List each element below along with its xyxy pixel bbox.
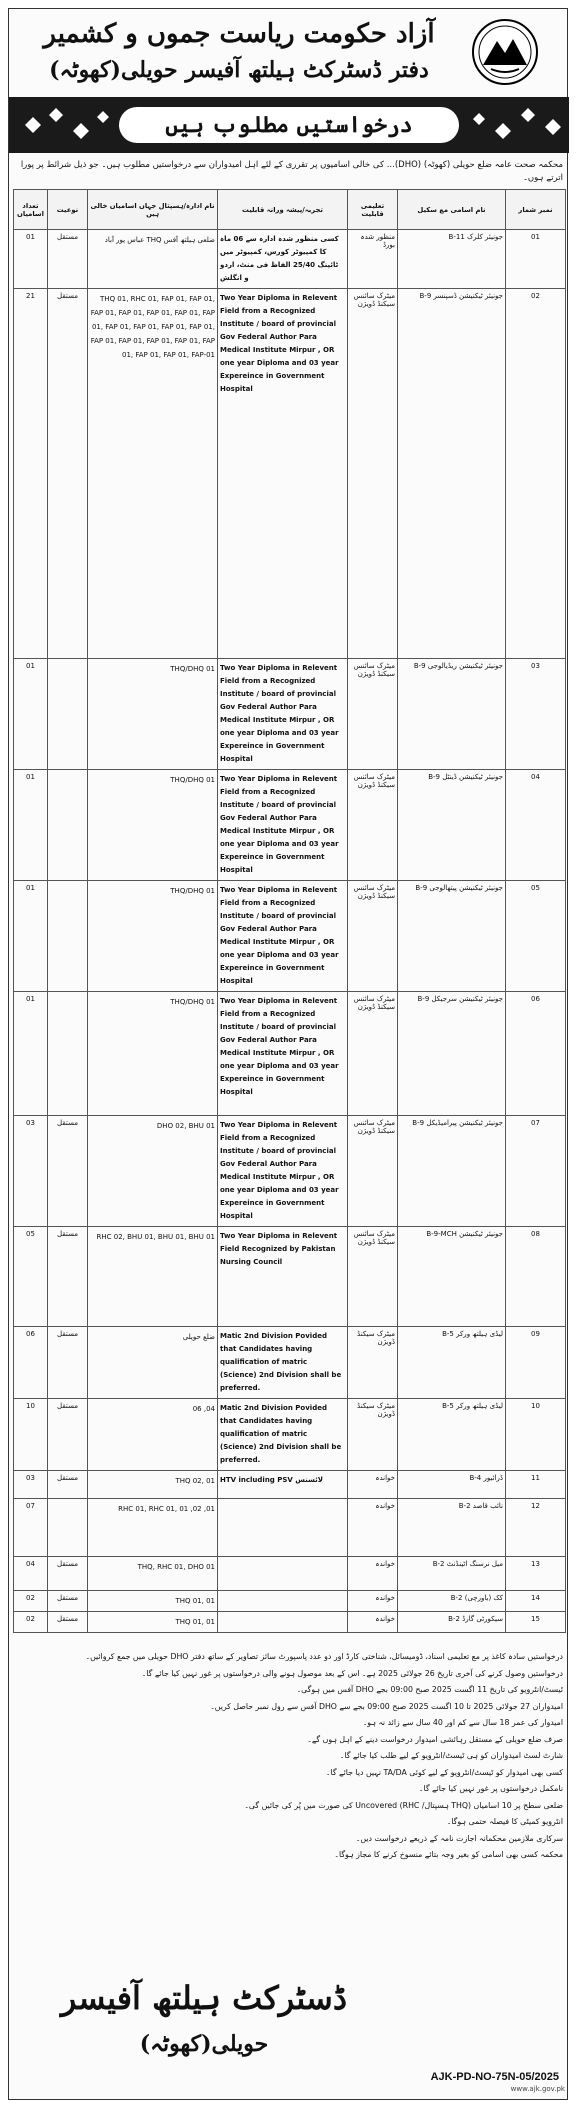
cell-post: نائب قاصد B-2 — [398, 1499, 506, 1557]
cell-post: جونیئر ٹیکنیشن پیتھالوجی B-9 — [398, 881, 506, 992]
cell-place: THQ/DHQ 01 — [88, 659, 218, 770]
header-place: نام ادارہ/ہسپتال جہاں اسامیاں خالی ہیں — [88, 190, 218, 230]
term-item: شارٹ لسٹ امیدواران کو ہی ٹیسٹ/انٹرویو کے لیے طلب کیا جائے گا۔ — [339, 1751, 563, 1760]
cell-qualification: میٹرک سائنس سیکنڈ ڈویژن — [348, 1116, 398, 1227]
term-item: امیدوار کی عمر 18 سال سے کم اور 40 سال سے زائد نہ ہو۔ — [362, 1718, 563, 1727]
government-emblem-icon — [453, 17, 557, 87]
cell-serial: 02 — [506, 289, 566, 659]
table-row — [14, 1557, 566, 1591]
leaf-decoration-icon — [15, 97, 115, 153]
cell-qualification: خواندہ — [348, 1591, 398, 1612]
cell-post: میل نرسنگ اٹینڈنٹ B-2 — [398, 1557, 506, 1591]
cell-experience — [218, 1557, 348, 1591]
cell-experience — [218, 1591, 348, 1612]
cell-count: 01 — [14, 659, 48, 770]
cell-serial: 09 — [506, 1327, 566, 1399]
cell-experience: Two Year Diploma in Relevent Field from a Recognized Institute / board of provincial Gov Federal Author Para Medical Institute Mirpur , OR one year Diploma and 03 year Expereince in Government Hospital — [218, 1116, 348, 1227]
leaf-decoration-icon — [465, 97, 565, 153]
cell-qualification: میٹرک سائنس سیکنڈ ڈویژن — [348, 992, 398, 1116]
cell-qualification: میٹرک سائنس سیکنڈ ڈویژن — [348, 770, 398, 881]
advertisement-page — [8, 8, 568, 2100]
table-row — [14, 289, 566, 659]
cell-post: لیڈی ہیلتھ ورکر B-5 — [398, 1399, 506, 1471]
table-header-row — [14, 190, 566, 230]
cell-serial: 03 — [506, 659, 566, 770]
cell-experience: کسی منظور شدہ ادارہ سے 06 ماہ کا کمپیوٹر کورس، کمپیوٹر میں ٹائپنگ 25/40 الفاظ فی منٹ، اردو و انگلش — [218, 230, 348, 289]
cell-experience: Two Year Diploma in Relevent Field from a Recognized Institute / board of provincial Gov Federal Author Para Medical Institute Mirpur , OR one year Diploma and 03 year Expereince in Government Hospital — [218, 289, 348, 659]
cell-nature: مستقل — [48, 230, 88, 289]
table-row — [14, 1227, 566, 1327]
cell-experience: Two Year Diploma in Relevent Field from a Recognized Institute / board of provincial Gov Federal Author Para Medical Institute Mirpur , OR one year Diploma and 03 year Expereince in Government Hospital — [218, 770, 348, 881]
cell-post: جونیئر ٹیکنیشن ڈسپنسر B-9 — [398, 289, 506, 659]
cell-experience: Two Year Diploma in Relevent Field Recognized by Pakistan Nursing Council — [218, 1227, 348, 1327]
term-item: انٹرویو کمیٹی کا فیصلہ حتمی ہوگا۔ — [446, 1817, 563, 1826]
cell-qualification: میٹرک سیکنڈ ڈویژن — [348, 1399, 398, 1471]
cell-place: THQ/DHQ 01 — [88, 992, 218, 1116]
header — [9, 9, 569, 159]
cell-serial: 13 — [506, 1557, 566, 1591]
table-row — [14, 1471, 566, 1499]
cell-post: جونیئر کلرک B-11 — [398, 230, 506, 289]
cell-qualification: خواندہ — [348, 1499, 398, 1557]
cell-nature: مستقل — [48, 1471, 88, 1499]
cell-serial: 01 — [506, 230, 566, 289]
title-banner — [9, 97, 569, 153]
cell-serial: 14 — [506, 1591, 566, 1612]
header-count: تعداد اسامیاں — [14, 190, 48, 230]
cell-place: THQ 01, 01 — [88, 1612, 218, 1633]
term-item: درخواستیں وصول کرنے کی آخری تاریخ 26 جولائی 2025 ہے۔ اس کے بعد موصول ہونے والی درخواستوں پر غور نہیں کیا جائے گا۔ — [141, 1668, 563, 1678]
table-row — [14, 770, 566, 881]
cell-count: 01 — [14, 770, 48, 881]
cell-count: 01 — [14, 992, 48, 1116]
reference-number: AJK-PD-NO-75N-05/2025 — [430, 2071, 559, 2083]
cell-count: 03 — [14, 1116, 48, 1227]
cell-qualification: میٹرک سیکنڈ ڈویژن — [348, 1327, 398, 1399]
government-title: آزاد حکومت ریاست جموں و کشمیر — [43, 19, 435, 49]
cell-qualification: میٹرک سائنس سیکنڈ ڈویژن — [348, 1227, 398, 1327]
cell-qualification: میٹرک سائنس سیکنڈ ڈویژن — [348, 659, 398, 770]
cell-experience: Matic 2nd Division Povided that Candidates having qualification of matric (Science) 2nd Division shall be preferred. — [218, 1327, 348, 1399]
cell-count: 04 — [14, 1557, 48, 1591]
intro-text: محکمہ صحت عامہ ضلع حویلی (کھوٹہ) (DHO)... کی خالی اسامیوں پر تقرری کے لئے اہل امیدواران سے درخواستیں مطلوب ہیں۔ جو ذیل شرائط پر پورا اترتے ہوں۔ — [20, 160, 563, 183]
term-item: درخواستیں سادہ کاغذ پر مع تعلیمی اسناد، ڈومیسائل، شناختی کارڈ اور دو عدد پاسپورٹ سائز تصاویر کے ساتھ دفتر DHO حویلی میں جمع کروائیں۔ — [85, 1652, 563, 1661]
cell-place: 04, 06 — [88, 1399, 218, 1471]
header-post: نام اسامی مع سکیل — [398, 190, 506, 230]
cell-place: 01, 02, RHC 01, RHC 01, 01 — [88, 1499, 218, 1557]
table-row — [14, 230, 566, 289]
signature-title: ڈسٹرکٹ ہیلتھ آفیسر — [60, 1979, 348, 2017]
cell-place: ضلع حویلی — [88, 1327, 218, 1399]
table-row — [14, 1399, 566, 1471]
cell-post: سیکورٹی گارڈ B-2 — [398, 1612, 506, 1633]
cell-place: THQ 01, 01 — [88, 1591, 218, 1612]
cell-nature: مستقل — [48, 289, 88, 659]
term-item: ٹیسٹ/انٹرویو کی تاریخ 11 اگست 2025 صبح 09:00 بجے DHO آفس میں ہوگی۔ — [296, 1685, 563, 1694]
website-link[interactable]: www.ajk.gov.pk — [510, 2085, 565, 2093]
cell-count: 05 — [14, 1227, 48, 1327]
cell-nature: مستقل — [48, 1612, 88, 1633]
cell-nature: مستقل — [48, 1116, 88, 1227]
table-row — [14, 1612, 566, 1633]
cell-serial: 10 — [506, 1399, 566, 1471]
cell-place: THQ, RHC 01, DHO 01 — [88, 1557, 218, 1591]
cell-place: RHC 02, BHU 01, BHU 01, BHU 01 — [88, 1227, 218, 1327]
cell-post: جونیئر ٹیکنیشن پیرامیڈیکل B-9 — [398, 1116, 506, 1227]
cell-serial: 12 — [506, 1499, 566, 1557]
cell-post: جونیئر ٹیکنیشن ڈینٹل B-9 — [398, 770, 506, 881]
signature-place: حویلی(کھوٹہ) — [139, 2031, 269, 2057]
term-item: امیدواران 27 جولائی 2025 تا 10 اگست 2025 صبح 09:00 بجے سے DHO آفس سے رول نمبر حاصل کریں۔ — [210, 1701, 563, 1711]
cell-place: THQ/DHQ 01 — [88, 881, 218, 992]
table-row — [14, 881, 566, 992]
cell-count: 01 — [14, 881, 48, 992]
cell-count: 02 — [14, 1612, 48, 1633]
cell-place: ضلعی ہیلتھ آفس THQ عباس پور آباد — [88, 230, 218, 289]
cell-experience: Two Year Diploma in Relevent Field from a Recognized Institute / board of provincial Gov Federal Author Para Medical Institute Mirpur , OR one year Diploma and 03 year Expereince in Government Hospital — [218, 659, 348, 770]
cell-count: 10 — [14, 1399, 48, 1471]
cell-serial: 06 — [506, 992, 566, 1116]
cell-post: کک (باورچی) B-2 — [398, 1591, 506, 1612]
cell-post: جونیئر ٹیکنیشن ریڈیالوجی B-9 — [398, 659, 506, 770]
table-row — [14, 659, 566, 770]
table-row — [14, 1327, 566, 1399]
cell-qualification: خواندہ — [348, 1557, 398, 1591]
cell-post: ڈرائیور B-4 — [398, 1471, 506, 1499]
header-qualification: تعلیمی قابلیت — [348, 190, 398, 230]
cell-nature: مستقل — [48, 1227, 88, 1327]
cell-experience: Two Year Diploma in Relevent Field from a Recognized Institute / board of provincial Gov Federal Author Para Medical Institute Mirpur , OR one year Diploma and 03 year Expereince in Government Hospital — [218, 881, 348, 992]
cell-nature: مستقل — [48, 1399, 88, 1471]
cell-nature — [48, 770, 88, 881]
cell-place: THQ/DHQ 01 — [88, 770, 218, 881]
cell-serial: 05 — [506, 881, 566, 992]
cell-nature — [48, 992, 88, 1116]
cell-place: THQ 02, 01 — [88, 1471, 218, 1499]
cell-count: 01 — [14, 230, 48, 289]
cell-serial: 04 — [506, 770, 566, 881]
cell-experience: Matic 2nd Division Povided that Candidates having qualification of matric (Science) 2nd Division shall be preferred. — [218, 1399, 348, 1471]
header-serial: نمبر شمار — [506, 190, 566, 230]
cell-qualification: خواندہ — [348, 1471, 398, 1499]
cell-experience: HTV including PSV لائسنس — [218, 1471, 348, 1499]
cell-serial: 08 — [506, 1227, 566, 1327]
term-item: کسی بھی امیدوار کو ٹیسٹ/انٹرویو کے لیے کوئی TA/DA نہیں دیا جائے گا۔ — [325, 1767, 563, 1777]
term-item: ضلعی سطح پر 10 اسامیاں (THQ ہسپتال/ RHC) Uncovered کی صورت میں پُر کی جائیں گی۔ — [244, 1800, 563, 1810]
term-item: سرکاری ملازمین محکمانہ اجازت نامہ کے ذریعے درخواست دیں۔ — [355, 1833, 563, 1843]
cell-serial: 07 — [506, 1116, 566, 1227]
cell-nature — [48, 881, 88, 992]
term-item: صرف ضلع حویلی کے مستقل رہائشی امیدوار درخواست دینے کے اہل ہوں گے۔ — [307, 1734, 563, 1744]
cell-qualification: میٹرک سائنس سیکنڈ ڈویژن — [348, 289, 398, 659]
header-experience: تجربہ/پیشہ ورانہ قابلیت — [218, 190, 348, 230]
cell-nature: مستقل — [48, 1557, 88, 1591]
term-item: نامکمل درخواستوں پر غور نہیں کیا جائے گا۔ — [418, 1784, 563, 1793]
table-row — [14, 1499, 566, 1557]
cell-nature — [48, 659, 88, 770]
cell-place: DHO 02, BHU 01 — [88, 1116, 218, 1227]
cell-qualification: میٹرک سائنس سیکنڈ ڈویژن — [348, 881, 398, 992]
cell-nature: مستقل — [48, 1591, 88, 1612]
terms-list — [15, 1649, 563, 1864]
cell-count: 06 — [14, 1327, 48, 1399]
cell-experience — [218, 1499, 348, 1557]
header-nature: نوعیت — [48, 190, 88, 230]
table-row — [14, 1591, 566, 1612]
cell-count: 02 — [14, 1591, 48, 1612]
cell-count: 21 — [14, 289, 48, 659]
office-title: دفتر ڈسٹرکٹ ہیلتھ آفیسر حویلی(کھوٹہ) — [49, 57, 429, 83]
cell-nature — [48, 1499, 88, 1557]
banner-title: درخواستیں مطلوب ہیں — [119, 107, 459, 143]
cell-place: THQ 01, RHC 01, FAP 01, FAP 01, FAP 01, FAP 01, FAP 01, FAP 01, FAP 01, FAP 01, FAP 01, FAP 01, FAP 01, FAP 01, FAP 01, FAP 01, FAP 01, FAP 01, FAP 01, FAP 01, FAP-01 — [88, 289, 218, 659]
table-row — [14, 992, 566, 1116]
cell-experience: Two Year Diploma in Relevent Field from a Recognized Institute / board of provincial Gov Federal Author Para Medical Institute Mirpur , OR one year Diploma and 03 year Expereince in Government Hospital — [218, 992, 348, 1116]
term-item: محکمہ کسی بھی اسامی کو بغیر وجہ بتائے منسوخ کرنے کا مجاز ہوگا۔ — [334, 1850, 563, 1859]
cell-serial: 11 — [506, 1471, 566, 1499]
vacancies-table — [13, 189, 566, 1633]
cell-count: 07 — [14, 1499, 48, 1557]
cell-qualification: خواندہ — [348, 1612, 398, 1633]
cell-post: جونیئر ٹیکنیشن B-9-MCH — [398, 1227, 506, 1327]
cell-serial: 15 — [506, 1612, 566, 1633]
cell-qualification: منظور شدہ بورڈ — [348, 230, 398, 289]
cell-count: 03 — [14, 1471, 48, 1499]
cell-nature: مستقل — [48, 1327, 88, 1399]
cell-post: لیڈی ہیلتھ ورکر B-5 — [398, 1327, 506, 1399]
cell-experience — [218, 1612, 348, 1633]
cell-post: جونیئر ٹیکنیشن سرجیکل B-9 — [398, 992, 506, 1116]
table-row — [14, 1116, 566, 1227]
